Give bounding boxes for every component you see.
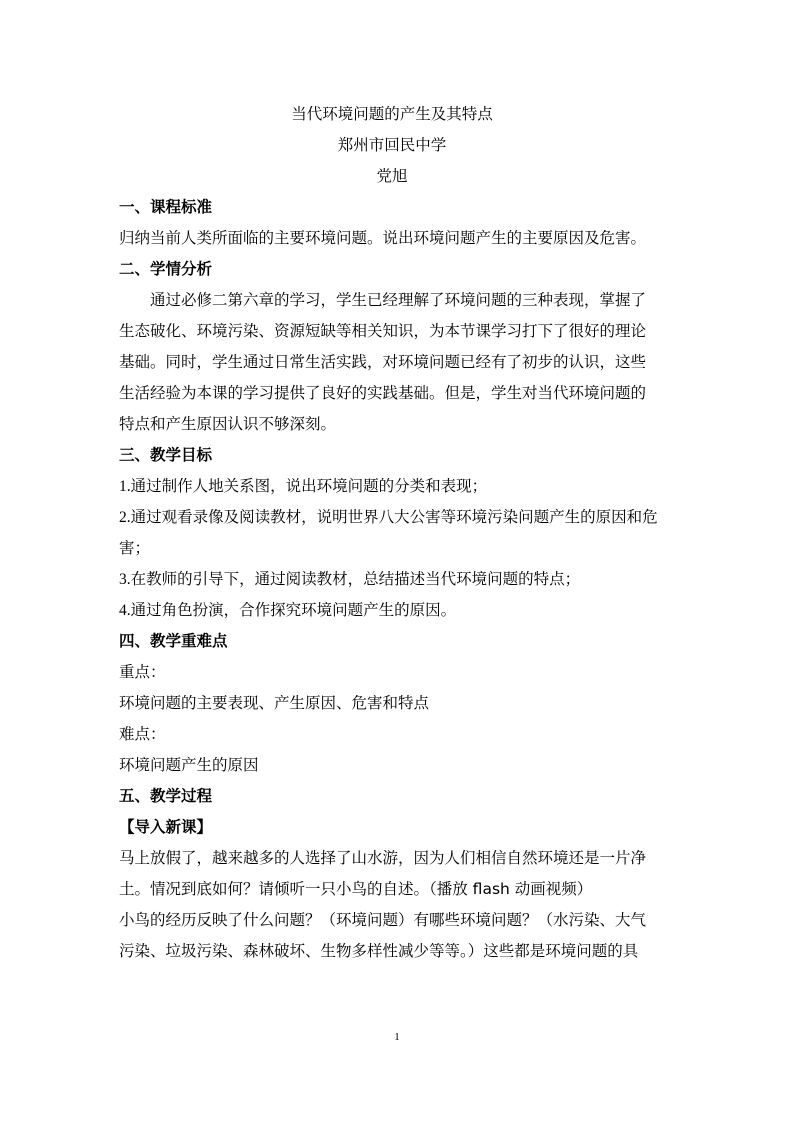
student-analysis-line: 基础。同时，学生通过日常生活实践，对环境问题已经有了初步的认识，这些 <box>119 353 647 371</box>
page-number: 1 <box>394 1031 400 1043</box>
student-analysis-line: 生活经验为本课的学习提供了良好的实践基础。但是，学生对当代环境问题的 <box>119 384 647 402</box>
objective-text: 在教师的引导下，通过阅读教材，总结描述当代环境问题的特点； <box>130 570 581 588</box>
objective-number: 1. <box>119 478 131 495</box>
objective-item <box>119 502 665 533</box>
subheading-introduction: 【导入新课】 <box>119 818 213 836</box>
objective-text: 通过角色扮演，合作探究环境问题产生的原因。 <box>130 601 457 619</box>
section-heading-teaching-objectives: 三、教学目标 <box>119 446 213 464</box>
student-analysis-line: 通过必修二第六章的学习，学生已经理解了环境问题的三种表现，掌握了 <box>150 291 647 309</box>
document-title: 当代环境问题的产生及其特点 <box>291 105 493 123</box>
key-points-label: 重点： <box>119 663 166 681</box>
objective-continuation: 害； <box>119 539 151 557</box>
section-heading-curriculum-standard: 一、课程标准 <box>119 198 213 216</box>
key-points-text: 环境问题的主要表现、产生原因、危害和特点 <box>119 694 430 712</box>
teaching-process-line: 污染、垃圾污染、森林破坏、生物多样性减少等等。）这些都是环境问题的具 <box>119 942 639 960</box>
objective-item <box>119 471 665 502</box>
objective-number: 2. <box>119 509 131 526</box>
section-heading-key-difficult-points: 四、教学重难点 <box>119 632 228 650</box>
teaching-process-line: 马上放假了，越来越多的人选择了山水游，因为人们相信自然环境还是一片净 <box>119 849 647 867</box>
student-analysis-line: 特点和产生原因认识不够深刻。 <box>119 415 337 433</box>
teaching-process-line: 小鸟的经历反映了什么问题？（环境问题）有哪些环境问题？（水污染、大气 <box>119 911 647 929</box>
objective-item <box>119 564 665 595</box>
objective-text: 通过观看录像及阅读教材，说明世界八大公害等环境污染问题产生的原因和危 <box>130 508 658 526</box>
objective-number: 3. <box>119 571 131 588</box>
teaching-process-line: 土。情况到底如何？请倾听一只小鸟的自述。（播放 flash 动画视频） <box>119 880 593 898</box>
author-name: 党旭 <box>376 167 408 185</box>
section-heading-student-analysis: 二、学情分析 <box>119 260 213 278</box>
student-analysis-line: 生态破化、环境污染、资源短缺等相关知识，为本节课学习打下了很好的理论 <box>119 322 647 340</box>
document-body <box>119 99 665 967</box>
school-name: 郑州市回民中学 <box>337 136 447 154</box>
objective-number: 4. <box>119 602 131 619</box>
section-heading-teaching-process: 五、教学过程 <box>119 787 213 805</box>
difficult-points-text: 环境问题产生的原因 <box>119 756 259 774</box>
objective-item <box>119 595 665 626</box>
difficult-points-label: 难点： <box>119 725 166 743</box>
curriculum-standard-text: 归纳当前人类所面临的主要环境问题。说出环境问题产生的主要原因及危害。 <box>119 229 647 247</box>
objective-text: 通过制作人地关系图，说出环境问题的分类和表现； <box>130 477 488 495</box>
